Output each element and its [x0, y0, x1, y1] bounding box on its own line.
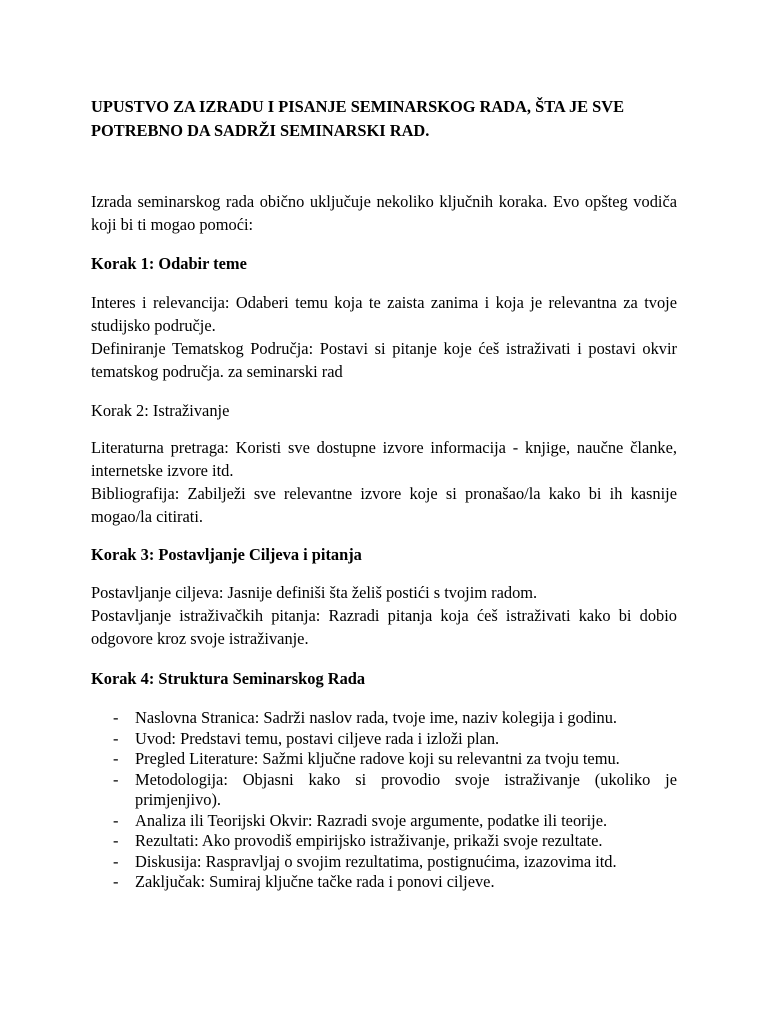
list-item-text: Naslovna Stranica: Sadrži naslov rada, tvoje ime, naziv kolegija i godinu. [135, 708, 618, 727]
list-bullet: - [113, 872, 119, 891]
list-item-text: Zaključak: Sumiraj ključne tačke rada i ponovi ciljeve. [135, 872, 495, 891]
list-item [91, 729, 677, 750]
list-item-text: Pregled Literature: Sažmi ključne radove koji su relevantni za tvoju temu. [135, 749, 620, 768]
list-item [91, 770, 677, 811]
step1-heading: Korak 1: Odabir teme [91, 254, 247, 273]
step1-text-2: Definiranje Tematskog Područja: Postavi si pitanje koje ćeš istraživati i postavi okvir tematskog područja. za seminarski rad [91, 339, 677, 381]
step3-text-2: Postavljanje istraživačkih pitanja: Razradi pitanja koja ćeš istraživati kako bi dobio odgovore kroz svoje istraživanje. [91, 606, 677, 648]
structure-list [91, 708, 677, 893]
step2-heading: Korak 2: Istraživanje [91, 401, 230, 420]
list-item-text: Metodologija: Objasni kako si provodio svoje istraživanje (ukoliko je primjenjivo). [135, 769, 677, 809]
list-item [91, 749, 677, 770]
step3-text-1: Postavljanje ciljeva: Jasnije definiši šta želiš postići s tvojim radom. [91, 583, 538, 602]
list-bullet: - [113, 769, 119, 789]
list-item [91, 831, 677, 852]
list-bullet: - [113, 810, 119, 830]
list-item-text: Rezultati: Ako provodiš empirijsko istraživanje, prikaži svoje rezultate. [135, 831, 603, 850]
document-title: UPUSTVO ZA IZRADU I PISANJE SEMINARSKOG RADA, ŠTA JE SVE POTREBNO DA SADRŽI SEMINARSKI RAD. [91, 97, 625, 140]
list-bullet: - [113, 708, 119, 727]
intro-paragraph: Izrada seminarskog rada obično uključuje nekoliko ključnih koraka. Evo opšteg vodiča koji bi ti mogao pomoći: [91, 192, 677, 234]
step1-text-1: Interes i relevancija: Odaberi temu koja te zaista zanima i koja je relevantna za tvoje studijsko područje. [91, 293, 677, 335]
list-item-text: Analiza ili Teorijski Okvir: Razradi svoje argumente, podatke ili teorije. [135, 810, 608, 830]
step2-paragraph [91, 436, 677, 528]
list-item [91, 872, 677, 893]
list-item-text: Uvod: Predstavi temu, postavi ciljeve rada i izloži plan. [135, 728, 500, 748]
step3-heading: Korak 3: Postavljanje Ciljeva i pitanja [91, 545, 362, 564]
list-item [91, 852, 677, 873]
list-bullet: - [113, 728, 119, 748]
list-bullet: - [113, 851, 119, 871]
step3-paragraph [91, 581, 677, 650]
list-item [91, 708, 677, 729]
list-bullet: - [113, 831, 119, 850]
list-item [91, 811, 677, 832]
list-bullet: - [113, 749, 119, 768]
step2-text-2: Bibliografija: Zabilježi sve relevantne izvore koje si pronašao/la kako bi ih kasnije mogao/la citirati. [91, 484, 677, 526]
list-item-text: Diskusija: Raspravljaj o svojim rezultatima, postignućima, izazovima itd. [135, 851, 617, 871]
step4-heading: Korak 4: Struktura Seminarskog Rada [91, 669, 366, 688]
step2-text-1: Literaturna pretraga: Koristi sve dostupne izvore informacija - knjige, naučne članke, internetske izvore itd. [91, 438, 677, 480]
step1-paragraph [91, 291, 677, 383]
